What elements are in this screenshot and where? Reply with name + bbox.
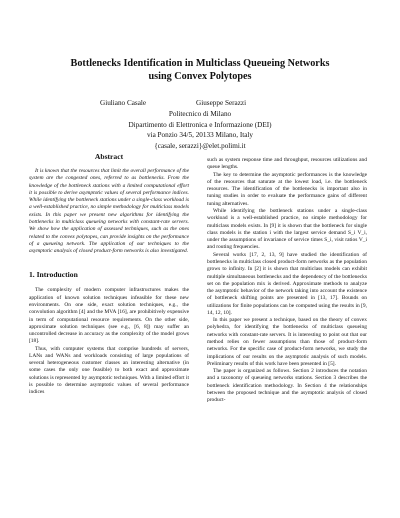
affiliation-email: {casale, serazzi}@elet.polimi.it <box>154 141 246 150</box>
right-column <box>207 157 367 405</box>
title-line-2: using Convex Polytopes <box>148 70 252 82</box>
intro-paragraph-2: Thus, with computer systems that comprise hundreds of servers, LANs and WANs and workloads consisting of large populations of several heterogeneous customer classes an interesting alternative (in some cases the only one feasible) to both exact and approximate solutions is represented by asymptotic techniques. With a limited effort it is possible to determine asymptotic values of several performance indices <box>29 345 189 396</box>
affiliation-university: Politecnico di Milano <box>168 110 232 118</box>
title-line-1: Bottlenecks Identification in Multiclass Queueing Networks <box>70 58 330 69</box>
author-serazzi: Giuseppe Serazzi <box>196 99 247 107</box>
abstract-heading: Abstract <box>94 152 124 161</box>
author-casale: Giuliano Casale <box>100 99 147 107</box>
body-paragraph-2: The key to determine the asymptotic performances is the knowledge of the resources that saturate at the lowest load, i.e. the bottleneck resources. The identification of the bottlenecks is important also in tuning studies in order to evaluate the performance gains of different tuning alternatives. <box>207 171 367 207</box>
affiliation-address: via Ponzio 34/5, 20133 Milano, Italy <box>146 131 253 139</box>
intro-paragraph-1: The complexity of modern computer infrastructures makes the application of known solution techniques infeasible for these new environments. On one side, exact solution techniques, e.g., the convolution algorithm [4] and the MVA [16], are prohibitively expensive in term of computational resource requirements. On the other side, approximate solution techniques (see e.g., [6, 8]) may suffer an uncontrolled decrease in accuracy as the complexity of the model grows [18]. <box>29 287 189 345</box>
abstract-text: It is known that the resources that limit the overall performance of the system are the congested ones, referred to as bottlenecks. From the knowledge of the bottleneck stations with a limited computational effort it is possible to derive asymptotic values of several performance indices. While identifying the bottleneck stations under a single-class workload is a well-established practice, no simple methodology for multiclass models exists. In this paper we present new algorithms for identifying the bottlenecks in multiclass queueing networks with constant-rate servers. We show how the application of assessed techniques, such as the ones related to the convex polytopes, can provide insights on the performance of a queueing network. The application of our techniques to the asymptotic analysis of closed product-form networks is also investigated. <box>29 168 189 255</box>
body-paragraph-6: The paper is organized as follows. Section 2 introduces the notation and a taxonomy of queueing networks stations. Section 3 describes the bottleneck identification methodology. In Section 4 the relationships between the proposed technique and the asymptotic analysis of closed product- <box>207 368 367 404</box>
affiliation <box>90 109 310 151</box>
introduction-heading: 1. Introduction <box>29 270 78 280</box>
body-paragraph-1: such as system response time and throughput, resources utilizations and queue lengths. <box>207 157 367 171</box>
body-paragraph-3: While identifying the bottleneck stations under a single-class workload is a well-established practice, no simple methodology for multiclass models exists. In [9] it is shown that the bottleneck for single class models is the station i with the largest service demand S_i V_i, under the assumptions of invariance of service times S_i, visit ratios V_i and routing frequencies. <box>207 207 367 251</box>
body-paragraph-5: In this paper we present a technique, based on the theory of convex polyhedra, for identifying the bottlenecks of multiclass queueing networks with constant-rate servers. It is interesting to point out that our method relies on fewer assumptions than those of product-form networks. For the specific case of product-form networks, we study the implications of our results on the asymptotic analysis of such models. Preliminary results of this work have been presented in [5]. <box>207 317 367 367</box>
body-paragraph-4: Several works [17, 2, 13, 9] have studied the identification of bottlenecks in multiclass closed product-form networks as the population grows to infinity. In [2] it is shown that multiclass models can exhibit multiple simultaneous bottlenecks and the dependency of the bottlenecks set on the population mix is derived. Approximate methods to analyze the asymptotic behavior of the network taking into account the existence of bottleneck shifting points are presented in [13, 17]. Bounds on utilizations for finite populations can be computed using the results in [9, 14, 12, 10]. <box>207 251 367 316</box>
left-column <box>29 152 189 397</box>
affiliation-department: Dipartimento di Elettronica e Informazione (DEI) <box>128 120 272 129</box>
paper-title <box>60 58 340 83</box>
